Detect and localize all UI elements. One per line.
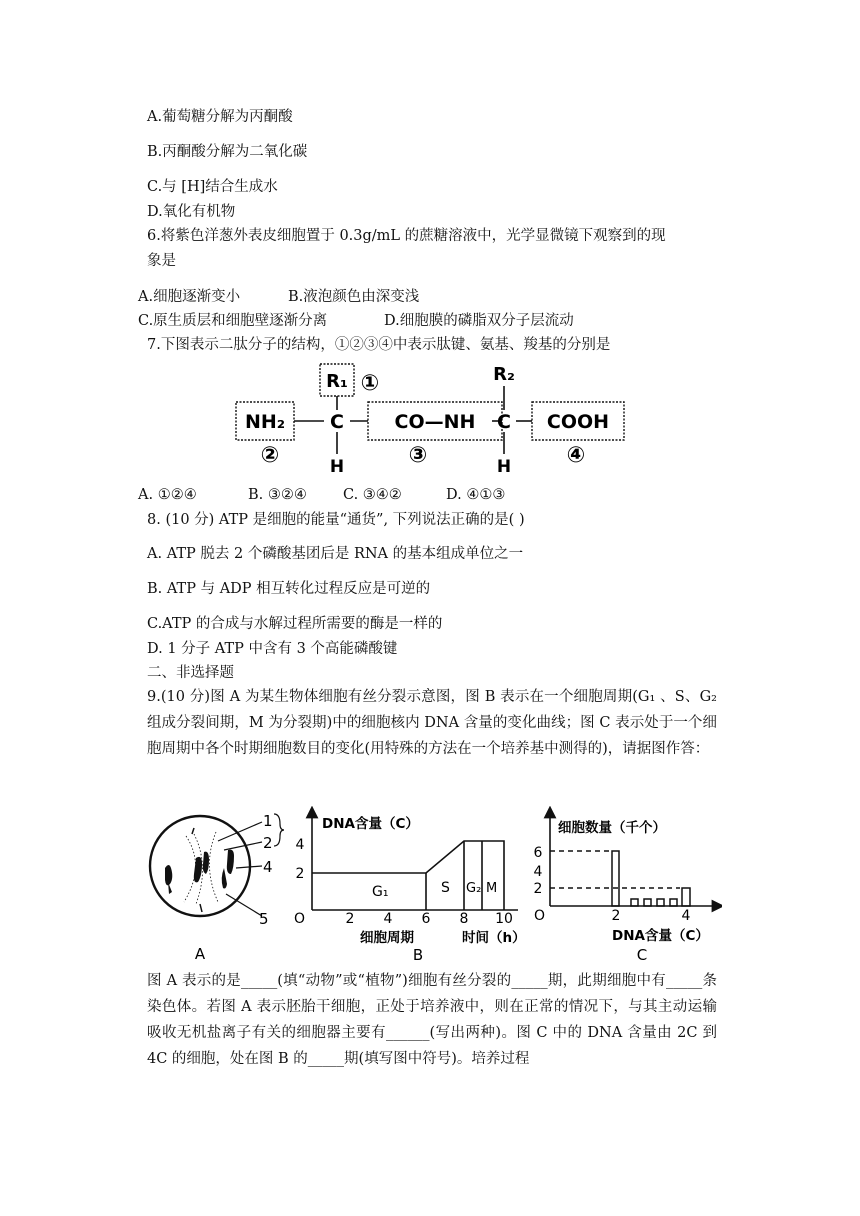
q6-stem-line2: 象是: [147, 253, 176, 269]
q5-option-d: D.氧化有机物: [147, 204, 236, 220]
q7-stem: 7.下图表示二肽分子的结构，①②③④中表示肽键、氨基、羧基的分别是: [147, 337, 611, 353]
fig-b-ytick-4: 4: [295, 837, 305, 853]
hydrogen-2-label: H: [496, 457, 512, 477]
fig-b-xtick-4: 4: [383, 911, 393, 927]
fig-b-xtick-10: 10: [495, 911, 513, 927]
marker-4: ④: [566, 443, 586, 468]
fig-a-label-2: 2: [263, 834, 273, 852]
q8-option-c: C.ATP 的合成与水解过程所需要的酶是一样的: [147, 616, 443, 632]
fig-c-xtick-4: 4: [681, 908, 691, 924]
fig-a-label-1: 1: [263, 812, 273, 830]
fig-b-xtick-2: 2: [345, 911, 355, 927]
section-heading: 二、非选择题: [147, 665, 234, 681]
q8-option-d: D. 1 分子 ATP 中含有 3 个高能磷酸键: [147, 641, 398, 657]
fig-b-phase-g2: G₂: [466, 881, 482, 896]
fig-c-xtick-2: 2: [611, 908, 621, 924]
dipeptide-structure-figure: [230, 358, 630, 478]
fig-c-caption: C: [636, 946, 648, 964]
fig-b-xtick-6: 6: [421, 911, 431, 927]
q7-option-a: A. ①②④: [138, 487, 197, 503]
fig-b-xlabel-cycle: 细胞周期: [360, 930, 414, 946]
fig-b-ylabel: DNA含量（C）: [322, 816, 419, 832]
r2-label: R₂: [493, 364, 515, 385]
q6-option-a: A.细胞逐渐变小: [138, 289, 241, 305]
q9-stem: 9.(10 分)图 A 为某生物体细胞有丝分裂示意图，图 B 表示在一个细胞周期(G₁ 、S、G₂ 组成分裂间期，M 为分裂期)中的细胞核内 DNA 含量的变化曲线；图 C 表示处于一个细胞周期中各个时期细胞数目的变化(用特殊的方法在一个培养基中测得的)，请据图作答：: [147, 689, 717, 757]
r1-label: R₁: [326, 371, 348, 392]
q6-option-d: D.细胞膜的磷脂双分子层流动: [384, 313, 574, 329]
fig-b-phase-m: M: [486, 881, 498, 896]
q6-option-b: B.液泡颜色由深变浅: [288, 289, 420, 305]
fig-c-ytick-4: 4: [533, 864, 543, 880]
marker-1: ①: [360, 371, 380, 396]
marker-3: ③: [408, 443, 428, 468]
fig-c-ylabel: 细胞数量（千个）: [558, 820, 666, 836]
fig-a-label-5: 5: [259, 910, 269, 928]
hydrogen-1-label: H: [329, 457, 345, 477]
carbon-2-label: C: [497, 411, 511, 433]
q7-option-c: C. ③④②: [343, 487, 402, 503]
fig-b-phase-g1: G₁: [372, 884, 389, 900]
fig-b-xlabel-time: 时间（h）: [462, 930, 526, 946]
fig-b-xtick-8: 8: [459, 911, 469, 927]
fig-b-caption: B: [412, 946, 424, 964]
figure-c-cell-count: [532, 806, 722, 966]
nh2-label: NH₂: [244, 411, 286, 433]
fig-c-ytick-2: 2: [533, 881, 543, 897]
q6-option-c: C.原生质层和细胞壁逐渐分离: [138, 313, 328, 329]
q8-stem: 8. (10 分) ATP 是细胞的能量“通货”, 下列说法正确的是( ): [147, 512, 525, 528]
figure-a-mitosis-cell: [146, 806, 286, 966]
peptide-bond-label: CO—NH: [394, 411, 476, 433]
q8-option-a: A. ATP 脱去 2 个磷酸基团后是 RNA 的基本组成单位之一: [147, 546, 524, 562]
fig-b-ytick-2: 2: [295, 866, 305, 882]
fig-b-phase-s: S: [441, 880, 450, 896]
carbon-1-label: C: [330, 411, 344, 433]
cooh-label: COOH: [546, 411, 610, 433]
q9-body: 图 A 表示的是_____(填“动物”或“植物”)细胞有丝分裂的_____期，此期细胞中有_____条染色体。若图 A 表示胚胎干细胞，正处于培养液中，则在正常的情况下，与其主动运输吸收无机盐离子有关的细胞器主要有______(写出两种)。图 C 中的 DNA 含量由 2C 到 4C 的细胞，处在图 B 的_____期(填写图中符号)。培养过程: [147, 973, 717, 1067]
figure-b-dna-curve: [292, 806, 530, 966]
q7-option-d: D. ④①③: [446, 487, 506, 503]
marker-2: ②: [260, 443, 280, 468]
fig-b-xtick-0: O: [294, 911, 306, 927]
q8-option-b: B. ATP 与 ADP 相互转化过程反应是可逆的: [147, 581, 431, 597]
fig-c-xlabel: DNA含量（C）: [612, 928, 709, 944]
q5-option-a: A.葡萄糖分解为丙酮酸: [147, 109, 293, 125]
fig-c-ytick-6: 6: [533, 845, 543, 861]
fig-a-label-4: 4: [263, 858, 273, 876]
q5-option-c: C.与 [H]结合生成水: [147, 179, 278, 195]
fig-a-caption: A: [194, 945, 206, 963]
q6-stem-line1: 6.将紫色洋葱外表皮细胞置于 0.3g/mL 的蔗糖溶液中，光学显微镜下观察到的现: [147, 228, 666, 244]
q7-option-b: B. ③②④: [248, 487, 307, 503]
q5-option-b: B.丙酮酸分解为二氧化碳: [147, 144, 308, 160]
fig-c-xtick-0: O: [534, 908, 546, 924]
